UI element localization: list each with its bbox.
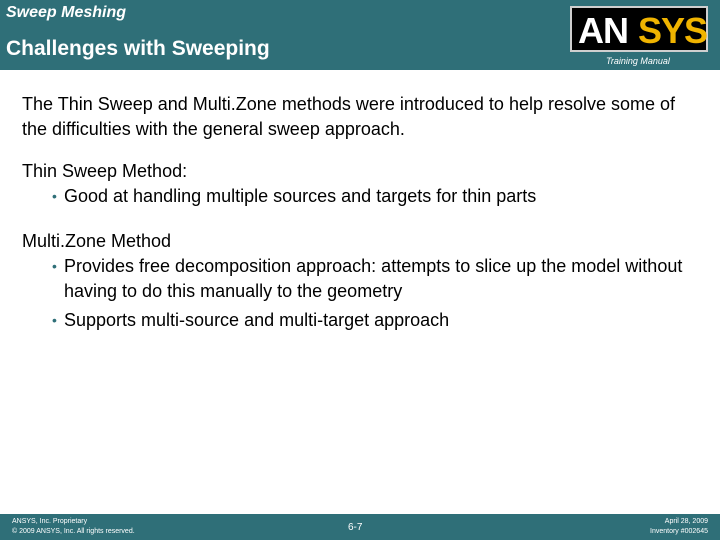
slide-content <box>22 92 712 337</box>
slide-header <box>0 0 720 70</box>
slide-footer <box>0 514 720 540</box>
footer-rights: © 2009 ANSYS, Inc. All rights reserved. <box>12 528 135 535</box>
footer-date-inventory <box>650 517 708 537</box>
bullet-text: Provides free decomposition approach: attempts to slice up the model without having to do this manually to the geometry <box>64 256 683 301</box>
bullet-icon: • <box>52 258 57 274</box>
bullet-list-multizone <box>22 254 712 333</box>
bullet-text: Good at handling multiple sources and targets for thin parts <box>64 186 537 206</box>
ansys-logo <box>570 6 708 52</box>
training-manual-label: Training Manual <box>606 56 670 66</box>
footer-copyright <box>12 517 135 537</box>
bullet-icon: • <box>52 188 57 204</box>
page-number: 6-7 <box>348 522 363 533</box>
section-title-thin-sweep: Thin Sweep Method: <box>22 161 188 181</box>
bullet-item <box>52 254 712 304</box>
footer-inventory: Inventory #002645 <box>650 528 708 535</box>
section-title-multizone: Multi.Zone Method <box>22 231 172 251</box>
slide-title: Challenges with Sweeping <box>6 37 270 60</box>
footer-date: April 28, 2009 <box>664 518 708 525</box>
header-title: Sweep Meshing <box>6 4 127 21</box>
bullet-item <box>52 308 712 333</box>
bullet-list-thin-sweep <box>22 184 712 209</box>
bullet-text: Supports multi-source and multi-target approach <box>64 310 450 330</box>
logo-text-an: AN <box>578 10 628 51</box>
intro-paragraph: The Thin Sweep and Multi.Zone methods were introduced to help resolve some of the difficulties with the general sweep approach. <box>22 94 676 139</box>
footer-proprietary: ANSYS, Inc. Proprietary <box>12 518 88 525</box>
bullet-icon: • <box>52 312 57 328</box>
logo-text-sys: SYS <box>638 10 708 51</box>
bullet-item <box>52 184 712 209</box>
